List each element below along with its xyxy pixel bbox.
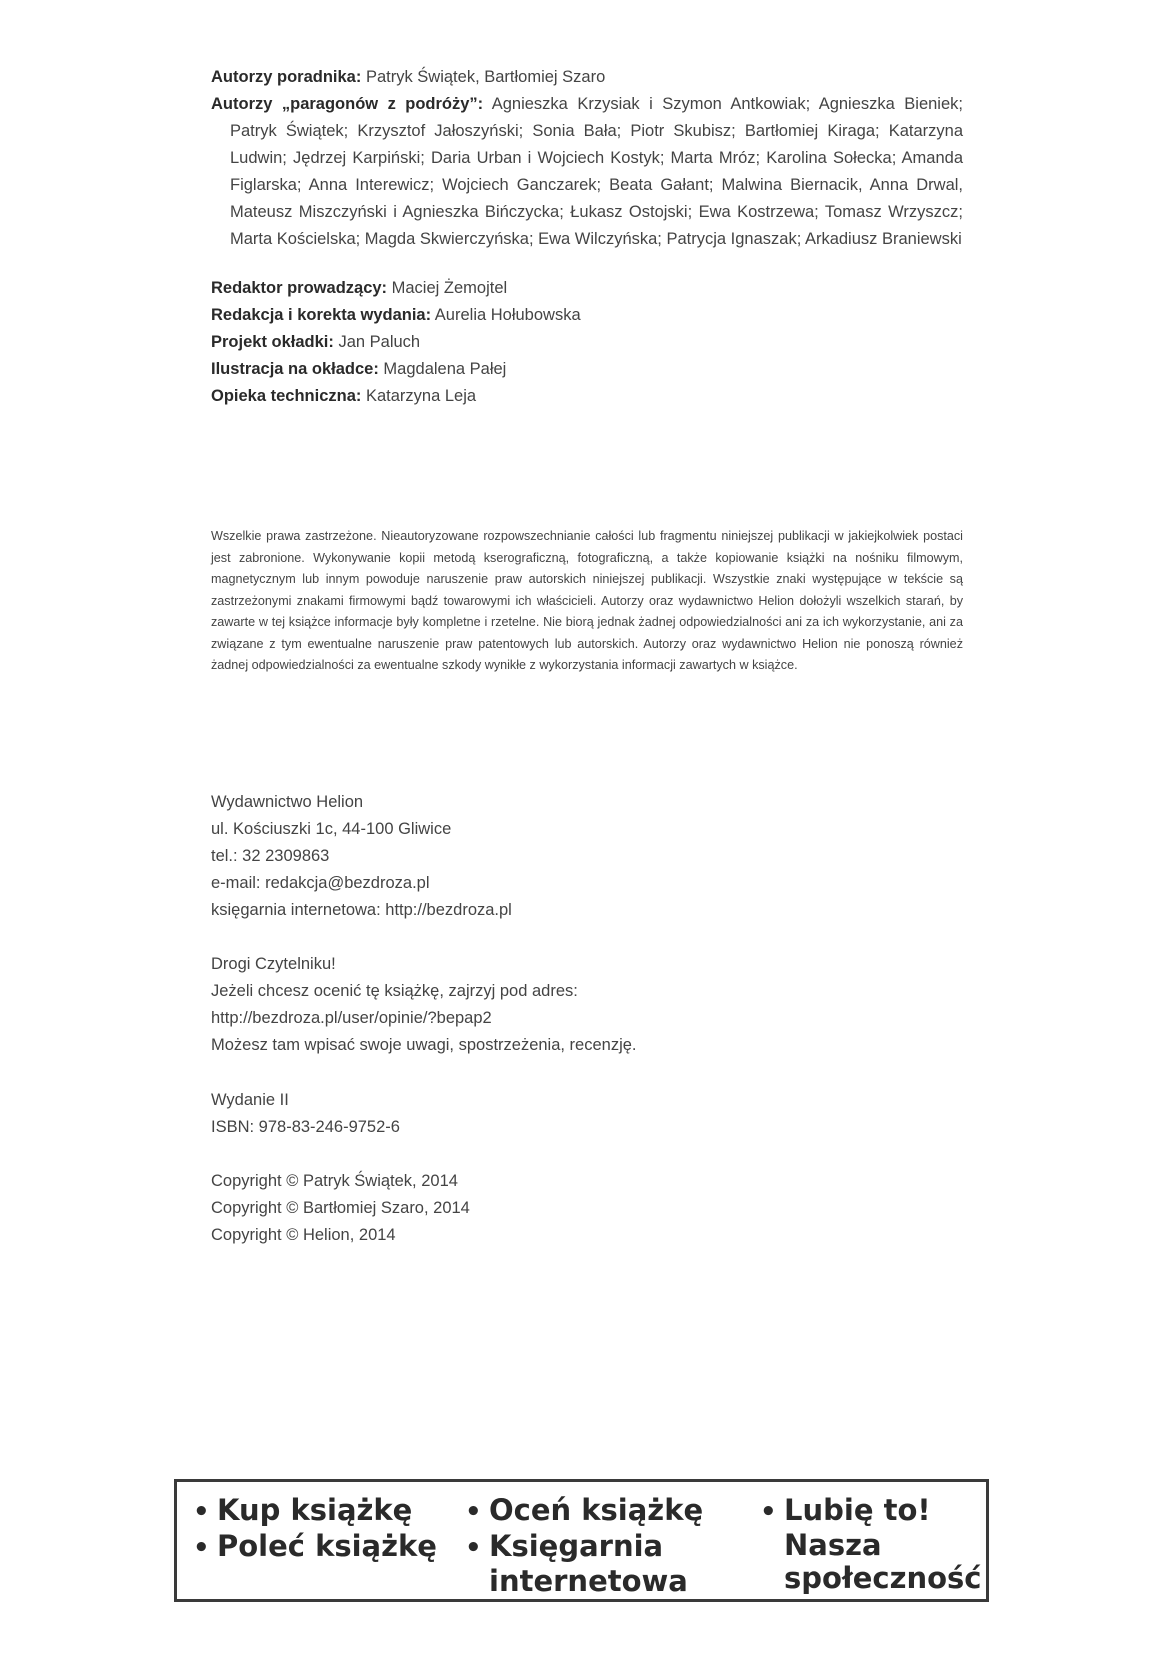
promo-box — [174, 1479, 989, 1602]
promo-label: Księgarnia — [489, 1529, 664, 1563]
publisher-address: ul. Kościuszki 1c, 44-100 Gliwice — [211, 820, 452, 838]
copyright-line: Copyright © Patryk Świątek, 2014 — [211, 1172, 458, 1190]
reader-line: Możesz tam wpisać swoje uwagi, spostrzeżenia, recenzję. — [211, 1036, 637, 1054]
edition-number: Wydanie II — [211, 1091, 289, 1109]
credit-authors — [211, 64, 963, 91]
bullet-icon: • — [193, 1497, 210, 1527]
publisher-email: e-mail: redakcja@bezdroza.pl — [211, 874, 430, 892]
credit-label: Opieka techniczna: — [211, 387, 362, 405]
bullet-icon: • — [465, 1533, 482, 1563]
reader-url: http://bezdroza.pl/user/opinie/?bepap2 — [211, 1009, 492, 1027]
publisher-info — [211, 789, 512, 924]
publisher-name: Wydawnictwo Helion — [211, 793, 364, 811]
reader-greeting: Drogi Czytelniku! — [211, 955, 336, 973]
credit-label: Projekt okładki: — [211, 333, 334, 351]
bookstore-link[interactable] — [465, 1530, 688, 1598]
credit-illustration — [211, 356, 963, 383]
isbn: ISBN: 978-83-246-9752-6 — [211, 1118, 400, 1136]
reader-line: Jeżeli chcesz ocenić tę książkę, zajrzyj pod adres: — [211, 982, 578, 1000]
promo-label: Kup książkę — [217, 1493, 413, 1527]
legal-notice: Wszelkie prawa zastrzeżone. Nieautoryzowane rozpowszechnianie całości lub fragmentu niniejszej publikacji w jakiejkolwiek postaci jest zabronione. Wykonywanie kopii metodą kserograficzną, fotograficzną, a także kopiowanie książki na nośniku filmowym, magnetycznym lub innym powoduje naruszenie praw autorskich niniejszej publikacji. Wszystkie znaki występujące w tekście są zastrzeżonymi znakami firmowymi bądź towarowymi ich właścicieli. Autorzy oraz wydawnictwo Helion dołożyli wszelkich starań, by zawarte w tej książce informacje były kompletne i rzetelne. Nie biorą jednak żadnej odpowiedzialności ani za ich wykorzystanie, ani za związane z tym ewentualne naruszenie praw patentowych lub autorskich. Autorzy oraz wydawnictwo Helion nie ponoszą również żadnej odpowiedzialności za ewentualne szkody wynikłe z wykorzystania informacji zawartych w książce. — [211, 529, 963, 672]
credit-label: Ilustracja na okładce: — [211, 360, 379, 378]
credit-label: Autorzy poradnika: — [211, 68, 362, 86]
promo-label: Poleć książkę — [217, 1529, 437, 1563]
bullet-icon: • — [465, 1497, 482, 1527]
recommend-book-link[interactable] — [193, 1530, 437, 1565]
credits-section — [211, 64, 963, 410]
bullet-icon: • — [193, 1533, 210, 1563]
copyright-line: Copyright © Bartłomiej Szaro, 2014 — [211, 1199, 470, 1217]
credit-value: Magdalena Pałej — [383, 360, 507, 378]
promo-label: internetowa — [489, 1564, 688, 1598]
community-link[interactable] — [760, 1494, 981, 1595]
promo-label: społeczność — [784, 1561, 982, 1595]
credit-technical — [211, 383, 963, 410]
credit-value: Agnieszka Krzysiak i Szymon Antkowiak; Agnieszka Bieniek; Patryk Świątek; Krzysztof Jałoszyński; Sonia Bała; Piotr Skubisz; Bartłomiej Kiraga; Katarzyna Ludwin; Jędrzej Karpiński; Daria Urban i Wojciech Kostyk; Marta Mróz; Karolina Sołecka; Amanda Figlarska; Anna Interewicz; Wojciech Ganczarek; Beata Gałant; Malwina Biernacik, Anna Drwal, Mateusz Miszczyński i Agnieszka Bińczycka; Łukasz Ostojski; Ewa Kostrzewa; Tomasz Wrzyszcz; Marta Kościelska; Magda Skwierczyńska; Ewa Wilczyńska; Patrycja Ignaszak; Arkadiusz Braniewski — [230, 95, 963, 248]
reader-note — [211, 951, 637, 1059]
credit-editor — [211, 275, 963, 302]
credit-value: Aurelia Hołubowska — [434, 306, 581, 324]
copyright-line: Copyright © Helion, 2014 — [211, 1226, 396, 1244]
publisher-shop: księgarnia internetowa: http://bezdroza.pl — [211, 901, 512, 919]
credit-value: Patryk Świątek, Bartłomiej Szaro — [365, 68, 606, 86]
credit-label: Redaktor prowadzący: — [211, 279, 388, 297]
promo-label: Oceń książkę — [489, 1493, 704, 1527]
credit-label: Autorzy „paragonów z podróży”: — [211, 95, 484, 113]
credit-receipts — [211, 91, 963, 253]
rate-book-link[interactable] — [465, 1494, 703, 1529]
credit-cover — [211, 329, 963, 356]
promo-label: Nasza — [784, 1528, 882, 1562]
publisher-phone: tel.: 32 2309863 — [211, 847, 330, 865]
credit-value: Katarzyna Leja — [365, 387, 477, 405]
buy-book-link[interactable] — [193, 1494, 412, 1529]
bullet-icon: • — [760, 1497, 777, 1527]
credit-label: Redakcja i korekta wydania: — [211, 306, 432, 324]
credit-proofreading — [211, 302, 963, 329]
credit-value: Maciej Żemojtel — [391, 279, 508, 297]
edition-info — [211, 1087, 400, 1141]
copyright-info — [211, 1168, 470, 1249]
credit-value: Jan Paluch — [338, 333, 421, 351]
promo-label: Lubię to! — [784, 1493, 931, 1527]
